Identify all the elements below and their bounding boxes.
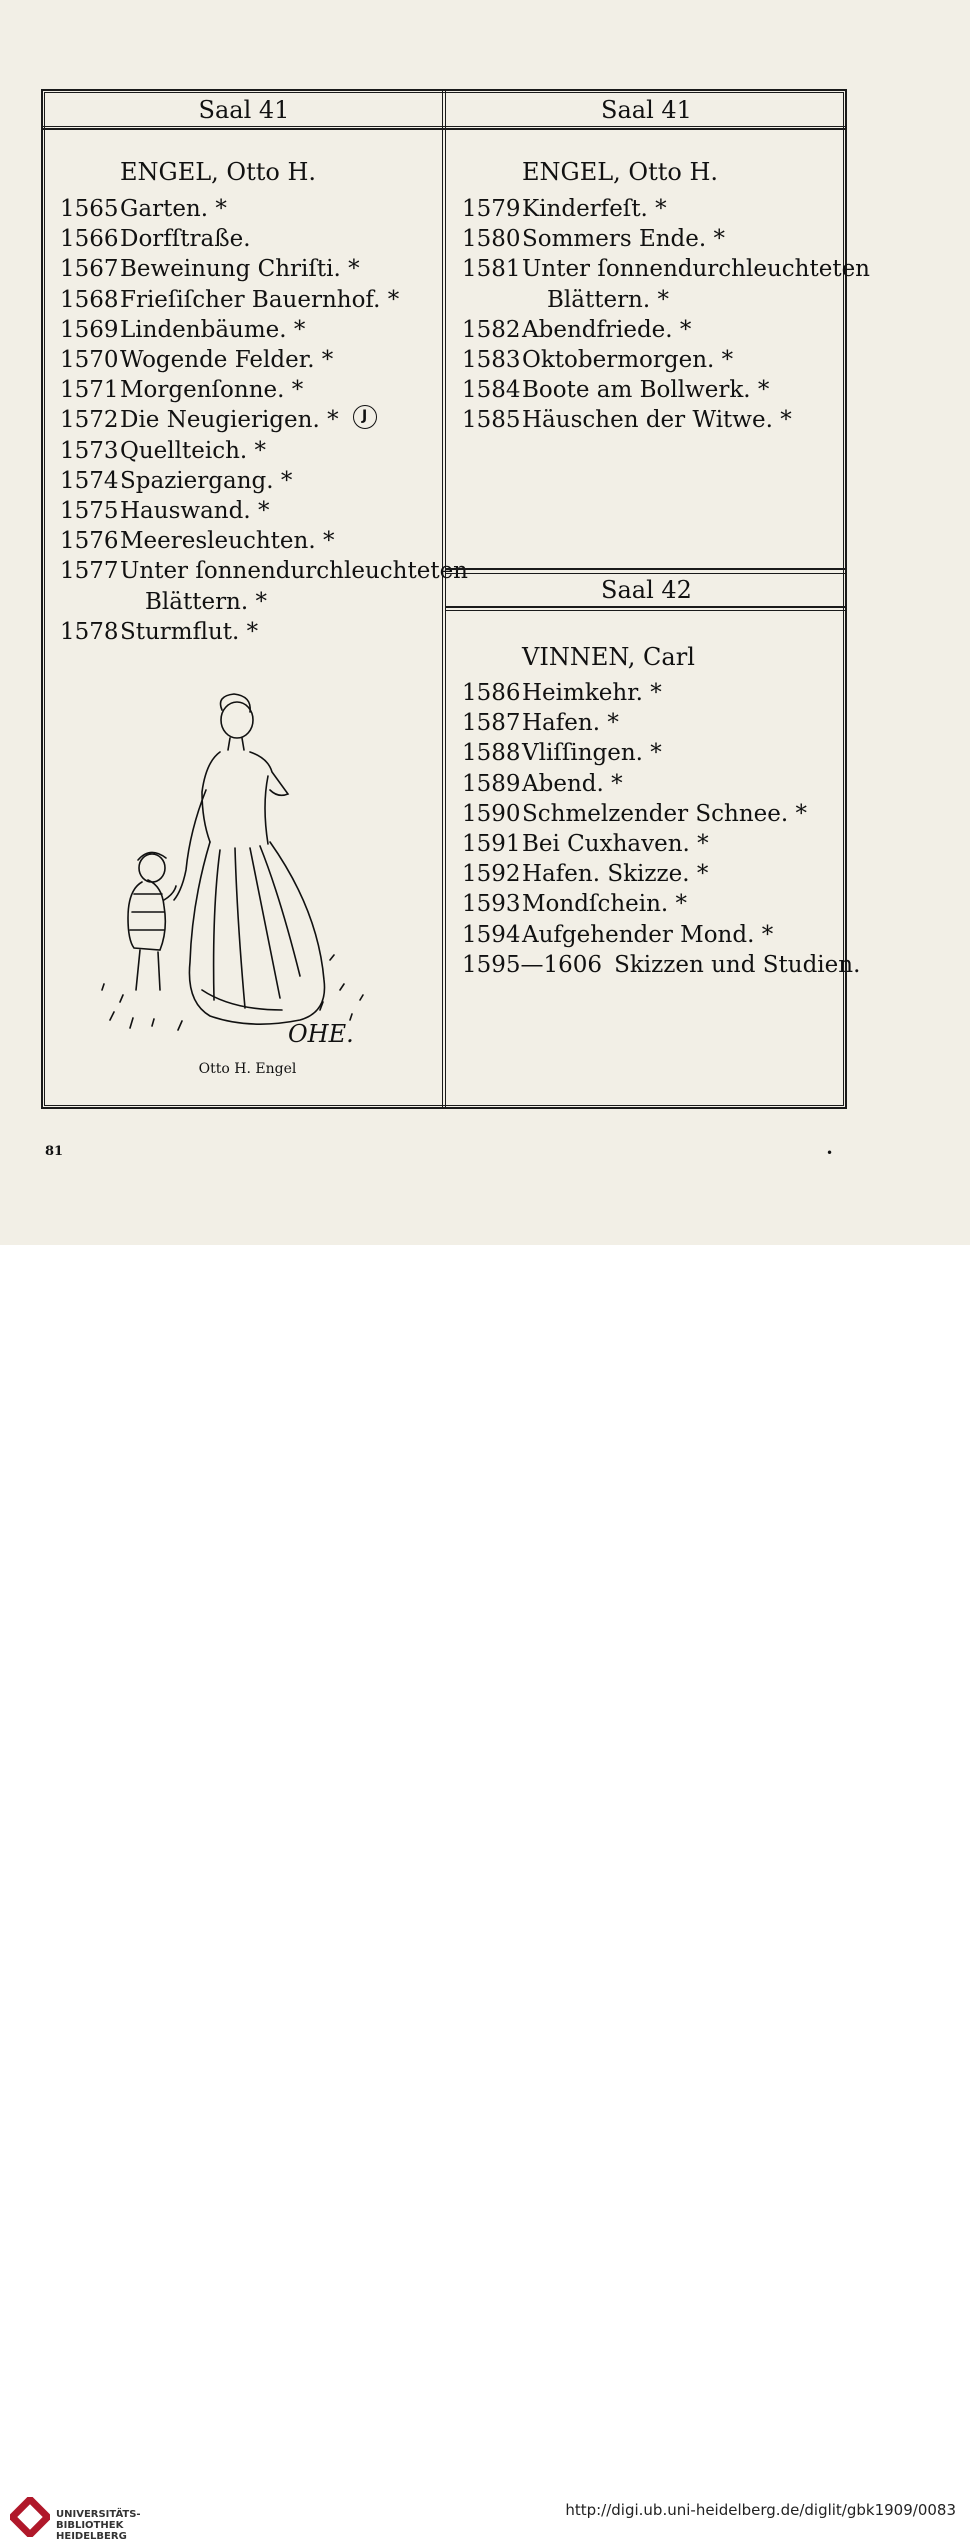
library-name: UNIVERSITÄTS- BIBLIOTHEK HEIDELBERG xyxy=(56,2509,141,2542)
catalog-entry xyxy=(462,829,860,859)
catalog-number: 1577 xyxy=(60,558,119,585)
catalog-entry xyxy=(462,889,860,919)
catalog-entry xyxy=(462,920,860,950)
catalog-number: 1593 xyxy=(462,891,521,918)
catalog-entry xyxy=(60,375,468,405)
catalog-entry xyxy=(60,224,468,254)
catalog-entry xyxy=(60,285,468,315)
saal42-top-rule xyxy=(446,568,847,574)
catalog-entry xyxy=(60,436,468,466)
catalog-number: 1571 xyxy=(60,377,119,404)
catalog-title: Abend. * xyxy=(522,770,623,797)
catalog-number: 1568 xyxy=(60,286,119,313)
margin-mark: • xyxy=(826,1146,834,1160)
catalog-title: Unter ſonnendurchleuchteten xyxy=(120,558,468,585)
catalog-entry xyxy=(462,285,870,315)
catalog-number: 1569 xyxy=(60,316,119,343)
catalog-number: 1587 xyxy=(462,710,521,737)
catalog-title: Hauswand. * xyxy=(120,498,270,525)
catalog-entry xyxy=(60,466,468,496)
catalog-title: Spaziergang. * xyxy=(120,467,293,494)
catalog-entry xyxy=(462,859,860,889)
catalog-number: 1573 xyxy=(60,437,119,464)
catalog-title: Sommers Ende. * xyxy=(522,226,726,253)
catalog-title: Abendfriede. * xyxy=(522,316,692,343)
catalog-title: Sturmflut. * xyxy=(120,618,259,645)
catalog-title: Frieſiſcher Bauernhof. * xyxy=(120,286,400,313)
catalog-entry xyxy=(60,405,468,435)
footer-bar xyxy=(0,1245,970,2542)
catalog-title: Die Neugierigen. * xyxy=(120,407,339,434)
sketch-signature: OHE. xyxy=(288,1020,354,1048)
catalog-entry xyxy=(462,315,870,345)
catalog-title: Mondſchein. * xyxy=(522,891,688,918)
catalog-number: 1583 xyxy=(462,347,521,374)
catalog-entry xyxy=(60,556,468,586)
catalog-entry xyxy=(462,678,860,708)
catalog-title: Bei Cuxhaven. * xyxy=(522,831,709,858)
catalog-number: 1580 xyxy=(462,226,521,253)
catalog-title: Boote am Bollwerk. * xyxy=(522,377,770,404)
woman-and-child-sketch xyxy=(90,690,380,1050)
catalog-number: 1592 xyxy=(462,861,521,888)
catalog-entry xyxy=(60,587,468,617)
catalog-entry xyxy=(462,799,860,829)
right-catalog-list-top xyxy=(462,194,870,436)
catalog-number: 1576 xyxy=(60,528,119,555)
catalog-number: 1594 xyxy=(462,921,521,948)
catalog-number: 1566 xyxy=(60,226,119,253)
catalog-number: 1570 xyxy=(60,347,119,374)
catalog-number: 1595—1606 xyxy=(462,951,603,978)
catalog-number: 1588 xyxy=(462,740,521,767)
catalog-entry xyxy=(462,738,860,768)
catalog-number: 1572 xyxy=(60,407,119,434)
catalog-number: 1590 xyxy=(462,800,521,827)
library-logo-icon xyxy=(10,2497,50,2537)
catalog-entry xyxy=(60,496,468,526)
catalog-title: Morgenſonne. * xyxy=(120,377,304,404)
catalog-number: 1565 xyxy=(60,196,119,222)
catalog-entry xyxy=(462,375,870,405)
catalog-title: Schmelzender Schnee. * xyxy=(522,800,808,827)
catalog-title: Blättern. * xyxy=(547,286,669,313)
catalog-number: 1591 xyxy=(462,831,521,858)
catalog-title: Heimkehr. * xyxy=(522,680,662,706)
catalog-entry xyxy=(60,526,468,556)
catalog-title: Vliſſingen. * xyxy=(522,740,662,767)
catalog-entry xyxy=(462,769,860,799)
jury-badge-icon: J xyxy=(353,405,377,429)
catalog-number: 1579 xyxy=(462,196,521,222)
right-saal-heading-bottom: Saal 42 xyxy=(601,576,692,604)
catalog-title: Aufgehender Mond. * xyxy=(522,921,774,948)
page-number: 81 xyxy=(45,1144,64,1159)
catalog-title: Unter ſonnendurchleuchteten xyxy=(522,256,870,283)
catalog-title: Meeresleuchten. * xyxy=(120,528,335,555)
catalog-number: 1585 xyxy=(462,407,521,434)
catalog-title: Hafen. * xyxy=(522,710,619,737)
catalog-title: Blättern. * xyxy=(145,588,267,615)
catalog-entry xyxy=(60,315,468,345)
catalog-entry xyxy=(60,345,468,375)
catalog-title: Oktobermorgen. * xyxy=(522,347,734,374)
catalog-title: Wogende Felder. * xyxy=(120,347,334,374)
catalog-number: 1574 xyxy=(60,467,119,494)
catalog-title: Lindenbäume. * xyxy=(120,316,306,343)
catalog-number: 1581 xyxy=(462,256,521,283)
catalog-number: 1582 xyxy=(462,316,521,343)
catalog-entry xyxy=(462,345,870,375)
catalog-number: 1567 xyxy=(60,256,119,283)
catalog-title: Hafen. Skizze. * xyxy=(522,861,709,888)
catalog-title: Häuschen der Witwe. * xyxy=(522,407,792,434)
catalog-title: Kinderfeſt. * xyxy=(522,196,667,222)
catalog-entry xyxy=(60,617,468,647)
catalog-entry xyxy=(462,405,870,435)
sketch-caption: Otto H. Engel xyxy=(198,1061,297,1077)
right-artist-name-bottom: VINNEN, Carl xyxy=(522,643,695,671)
catalog-title: Dorfſtraße. xyxy=(120,226,251,253)
left-artist-name: ENGEL, Otto H. xyxy=(120,158,317,186)
catalog-number: 1584 xyxy=(462,377,521,404)
header-rule xyxy=(41,126,847,130)
catalog-entry xyxy=(462,708,860,738)
left-saal-heading: Saal 41 xyxy=(198,96,290,124)
catalog-page xyxy=(0,0,970,1245)
source-url-link[interactable]: http://digi.ub.uni-heidelberg.de/diglit/gbk1909/0083 xyxy=(565,2501,956,2519)
catalog-entry xyxy=(462,950,860,980)
catalog-title: Skizzen und Studien. xyxy=(614,951,861,978)
catalog-title: Beweinung Chriſti. * xyxy=(120,256,360,283)
catalog-number: 1578 xyxy=(60,618,119,645)
catalog-entry xyxy=(462,194,870,224)
right-catalog-list-bottom xyxy=(462,678,860,980)
catalog-number: 1586 xyxy=(462,680,521,706)
catalog-entry xyxy=(60,254,468,284)
catalog-number: 1589 xyxy=(462,770,521,797)
right-saal-heading-top: Saal 41 xyxy=(601,96,692,124)
catalog-number: 1575 xyxy=(60,498,119,525)
catalog-title: Garten. * xyxy=(120,196,227,222)
catalog-entry xyxy=(60,194,468,224)
catalog-entry xyxy=(462,224,870,254)
catalog-title: Quellteich. * xyxy=(120,437,267,464)
catalog-entry xyxy=(462,254,870,284)
saal42-bottom-rule xyxy=(446,606,847,611)
right-artist-name-top: ENGEL, Otto H. xyxy=(522,158,719,186)
left-catalog-list xyxy=(60,194,468,647)
